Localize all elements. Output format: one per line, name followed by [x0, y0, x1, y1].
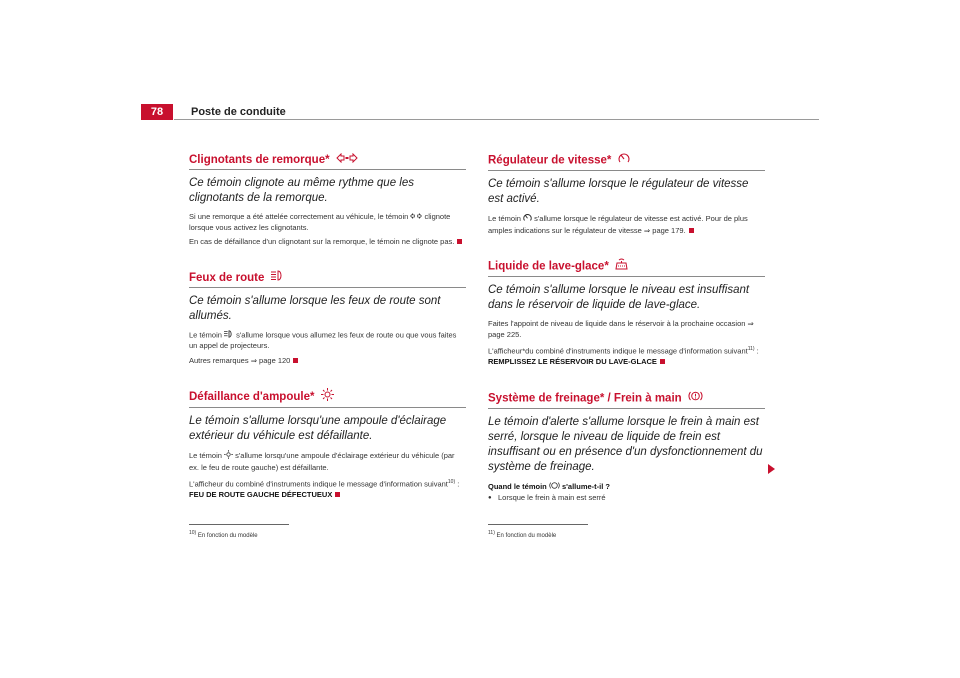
section-heading: Clignotants de remorque* [189, 152, 466, 170]
section-heading: Liquide de lave-glace* [488, 258, 765, 277]
footnote-ref: 11) [747, 346, 755, 352]
header-rule [174, 119, 819, 120]
section-lead: Ce témoin s'allume lorsque le régulateur de vitesse est activé. [488, 178, 749, 205]
cruise-control-icon [523, 213, 532, 226]
section-lead: Ce témoin s'allume lorsque le niveau est insuffisant dans le réservoir de liquide de lave-glace. [488, 284, 750, 311]
section-trailer-indicators [189, 152, 466, 248]
bulb-failure-icon [224, 450, 233, 463]
page-number: 78 [141, 104, 173, 120]
next-page-arrow-icon [768, 464, 775, 474]
section-heading: Feux de route [189, 270, 466, 288]
footnote: $^{11)}$ En fonction du modèle [488, 530, 557, 539]
section-heading: Défaillance d'ampoule* [189, 388, 466, 408]
footnote: $^{10)}$ En fonction du modèle [189, 530, 258, 539]
section-lead: Ce témoin clignote au même rythme que les clignotants de la remorque. [189, 177, 414, 205]
section-lead: Le témoin s'allume lorsqu'une ampoule d'éclairage extérieur du véhicule est défaillante. [189, 415, 447, 443]
right-column [488, 152, 765, 525]
paragraph: En cas de défaillance d'un clignotant sur la remorque, le témoin ne clignote pas. [189, 237, 466, 248]
paragraph: L'afficheur du combiné d'instruments indique le message d'information suivant$^{10)}$ : FEU DE ROUTE GAUCHE DÉFECTUEUX [189, 479, 460, 500]
footnote-rule [189, 524, 289, 525]
paragraph: Le témoin s'allume lorsque vous allumez les feux de route ou que vous faites un appel de projecteurs. [189, 330, 457, 351]
brake-warning-icon [549, 481, 560, 493]
paragraph: L'afficheur*du combiné d'instruments indique le message d'information suivant$^{11)}$ : REMPLISSEZ LE RÉSERVOIR DU LAVE-GLACE [488, 346, 759, 366]
section-lead: Le témoin d'alerte s'allume lorsque le frein à main est serré, lorsque le niveau de liquide de frein est insuffisant ou en présence d'un dysfonctionnement du système de freinage. [488, 415, 763, 473]
paragraph: Le témoin s'allume lorsque le régulateur de vitesse est activé. Pour de plus amples indications sur le régulateur de vitesse ⇒ page 179. [488, 214, 748, 235]
end-of-section-marker [660, 359, 665, 364]
list-item: ● Lorsque le frein à main est serré [488, 493, 765, 504]
washer-fluid-icon [615, 258, 628, 275]
cruise-control-icon [618, 152, 630, 169]
paragraph: Autres remarques ⇒ page 120 [189, 356, 466, 367]
brake-warning-icon [688, 390, 703, 407]
paragraph: Le témoin s'allume lorsqu'une ampoule d'éclairage extérieur du véhicule (par ex. le feu de route gauche) est défaillante. [189, 451, 455, 472]
section-bulb-failure [189, 388, 466, 501]
left-column [189, 152, 466, 523]
paragraph: Si une remorque a été attelée correctement au véhicule, le témoin clignote lorsque vous activez les clignotants. [189, 212, 451, 232]
section-heading: Système de freinage* / Frein à main [488, 390, 765, 409]
end-of-section-marker [335, 492, 340, 497]
section-lead: Ce témoin s'allume lorsque les feux de route sont allumés. [189, 294, 441, 322]
trailer-turn-signal-icon [336, 152, 358, 168]
end-of-section-marker [457, 239, 462, 244]
section-heading: Régulateur de vitesse* [488, 152, 765, 171]
display-message: REMPLISSEZ LE RÉSERVOIR DU LAVE-GLACE [488, 357, 657, 366]
paragraph: Faites l'appoint de niveau de liquide dans le réservoir à la prochaine occasion ⇒ page 225. [488, 319, 754, 339]
section-high-beam [189, 270, 466, 367]
section-washer-fluid [488, 258, 765, 368]
high-beam-icon [271, 270, 285, 286]
footnote-rule [488, 524, 588, 525]
display-message: FEU DE ROUTE GAUCHE DÉFECTUEUX [189, 490, 333, 500]
end-of-section-marker [293, 358, 298, 363]
bulb-failure-icon [321, 388, 334, 406]
page-title: Poste de conduite [191, 106, 286, 118]
end-of-section-marker [689, 228, 694, 233]
footnote-ref: 10) [447, 479, 456, 486]
trailer-turn-signal-icon [410, 212, 422, 223]
section-cruise-control [488, 152, 765, 236]
section-brake-system [488, 390, 765, 504]
high-beam-icon [224, 330, 234, 342]
subheading: Quand le témoin s'allume-t-il ? [488, 481, 765, 493]
